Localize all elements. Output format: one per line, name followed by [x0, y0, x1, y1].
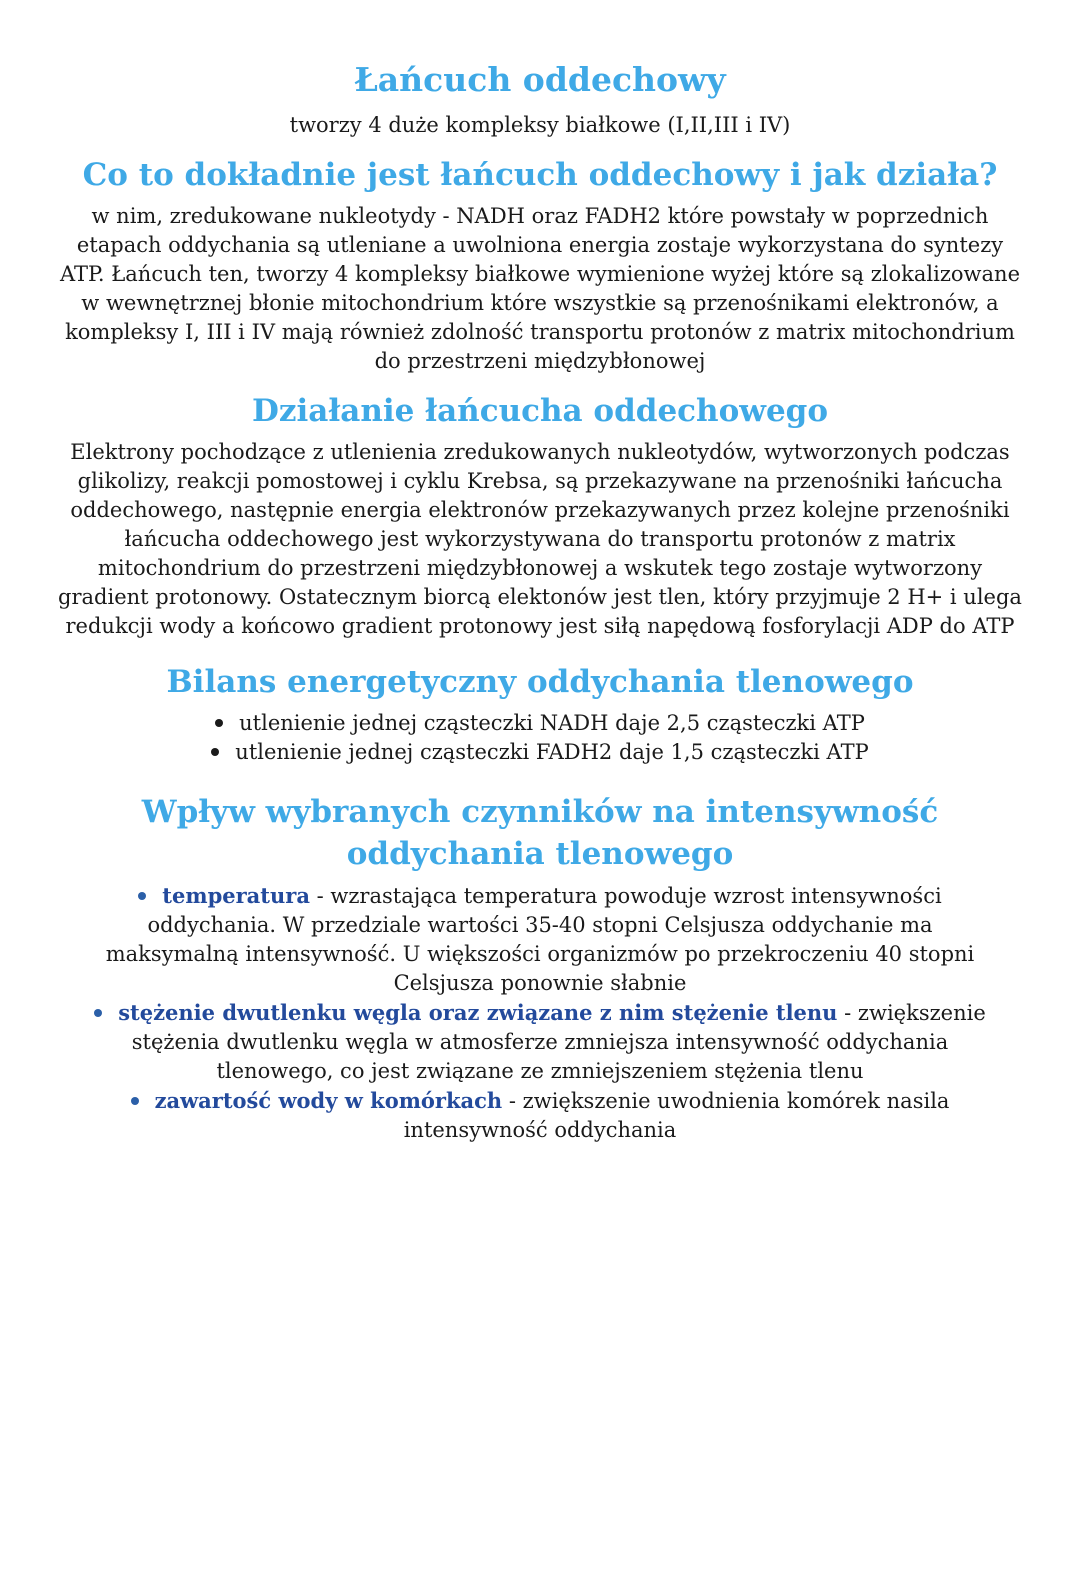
list-item: [55, 738, 1025, 767]
energy-balance-list: [55, 709, 1025, 767]
list-item: [80, 881, 1000, 998]
list-item: [80, 1086, 1000, 1145]
section-paragraph: Elektrony pochodzące z utlenienia zredukowanych nukleotydów, wytworzonych podczas glikolizy, reakcji pomostowej i cyklu Krebsa, są przekazywane na przenośniki łańcucha oddechowego, następnie energia elektronów przekazywanych przez kolejne przenośniki łańcucha oddechowego jest wykorzystywana do transportu protonów z matrix mitochondrium do przestrzeni międzybłonowej a wskutek tego zostaje wytworzony gradient protonowy. Ostatecznym biorcą elektonów jest tlen, który przyjmuje 2 H+ i ulega redukcji wody a końcowo gradient protonowy jest siłą napędową fosforylacji ADP do ATP: [58, 440, 1022, 638]
section-energy-balance: [55, 661, 1025, 767]
list-item: [80, 998, 1000, 1086]
bullet-icon: [131, 1097, 139, 1105]
section-chain-operation: [55, 390, 1025, 641]
factor-description: - zwiększenie uwodnienia komórek nasila intensywność oddychania: [403, 1089, 950, 1142]
section-heading: Działanie łańcucha oddechowego: [251, 393, 829, 429]
section-heading: Bilans energetyczny oddychania tlenowego: [166, 664, 914, 700]
section-factors: [55, 791, 1025, 1145]
list-item-text: utlenienie jednej cząsteczki FADH2 daje 1,5 cząsteczki ATP: [235, 740, 869, 764]
factor-description: - zwiększenie stężenia dwutlenku węgla w atmosferze zmniejsza intensywność oddychania tlenowego, co jest związane ze zmniejszeniem stężenia tlenu: [131, 1001, 986, 1083]
section-heading: Co to dokładnie jest łańcuch oddechowy i jak działa?: [82, 157, 998, 193]
section-what-is-chain: [55, 154, 1025, 376]
bullet-icon: [215, 719, 223, 727]
list-item-text: utlenienie jednej cząsteczki NADH daje 2,5 cząsteczki ATP: [239, 711, 865, 735]
list-item: [55, 709, 1025, 738]
factor-term: stężenie dwutlenku węgla oraz związane z nim stężenie tlenu: [118, 1000, 838, 1025]
bullet-icon: [211, 748, 219, 756]
factors-list: [55, 881, 1025, 1145]
bullet-icon: [138, 892, 146, 900]
factor-term: zawartość wody w komórkach: [154, 1088, 503, 1113]
factor-description: - wzrastająca temperatura powoduje wzrost intensywności oddychania. W przedziale wartości 35-40 stopni Celsjusza oddychanie ma maksymalną intensywność. U większości organizmów po przekroczeniu 40 stopni Celsjusza ponownie słabnie: [105, 884, 975, 995]
document-page: [55, 58, 1025, 1145]
section-paragraph: w nim, zredukowane nukleotydy - NADH oraz FADH2 które powstały w poprzednich etapach oddychania są utleniane a uwolniona energia zostaje wykorzystana do syntezy ATP. Łańcuch ten, tworzy 4 kompleksy białkowe wymienione wyżej które są zlokalizowane w wewnętrznej błonie mitochondrium które wszystkie są przenośnikami elektronów, a kompleksy I, III i IV mają również zdolność transportu protonów z matrix mitochondrium do przestrzeni międzybłonowej: [59, 204, 1020, 373]
factor-term: temperatura: [162, 883, 310, 908]
page-subtitle: tworzy 4 duże kompleksy białkowe (I,II,III i IV): [289, 113, 791, 137]
section-heading: Wpływ wybranych czynników na intensywność oddychania tlenowego: [141, 794, 939, 872]
page-title: Łańcuch oddechowy: [354, 60, 726, 99]
bullet-icon: [94, 1009, 102, 1017]
